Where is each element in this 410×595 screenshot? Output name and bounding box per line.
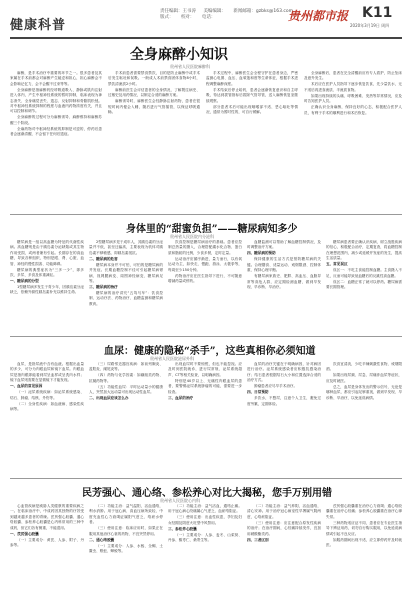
paragraph: 全身麻醉是指麻醉药经呼吸道吸入、静脉或肌肉注射进入体内，产生中枢神经系统的暂时抑制，临床表现为神志消失、全身痛觉丧失、遗忘、反射抑制和骨骼肌松弛。对中枢神经系统抑制的程度与血液内药物浓度有关，并且可以控制和调节。 [10,87,102,114]
paragraph: （一）主要成分：人参、水蛭、全蝎、土鳖虫、蜈蚣、蝉蜕等。 [89,543,163,554]
paragraph: 运动治疗应循序渐进，量力而行，以有氧运动为主，如快走、慢跑、游泳、太极拳等，每周至少150分钟。 [168,256,242,272]
editor-item: 校对： [180,15,195,20]
article-divider [10,336,402,337]
paragraph: 误区二：血糖正常了就可以停药。糖尿病需要长期管理。 [326,279,402,290]
paragraph: 饮食控制是糖尿病治疗的基础。患者应控制总热量的摄入，合理搭配碳水化合物、蛋白质和脂肪的比例，少食多餐，定时定量。 [168,240,242,255]
paragraph: 糖尿病是一组以高血糖为特征的代谢性疾病。高血糖则是由于胰岛素分泌缺陷或其生物作用受损，或两者兼有引起。长期存在的高血糖，导致各种组织，特别是眼、肾、心脏、血管、神经的慢性损害、功能障碍。 [10,240,84,266]
paragraph: 特别是40岁以上、无痛性肉眼血尿的患者，要警惕泌尿系统肿瘤的可能，需要进一步检查。 [168,378,242,394]
article-1-headline: 全身麻醉小知识 [130,47,228,63]
paragraph: 血尿，是指尿液中含有血液。根据出血量的多少，可分为肉眼血尿和镜下血尿。肉眼血尿是指肉眼即能看到尿呈血样或呈洗肉水样；镜下血尿则需要在显微镜下才能发现。 [10,362,84,383]
paragraph: 心血管疾病是威胁人类健康的重要疾病之一。在临床治疗中，中成药因其独特的疗效受到越来越多患者的青睐。芪苈强心胶囊、通心络胶囊、参松养心胶囊是心内科常用的三种中成药，但它们各有侧重，不能混用。 [10,504,84,530]
paragraph: 1型糖尿病多发生于青少年，因胰岛素分泌缺乏，依赖外源性胰岛素补充以维持生命。 [10,285,84,295]
paper-logo: 贵州都市报 [288,9,349,23]
paragraph: 误区一：不吃主食能控制血糖。主食摄入不足，反而可能导致低血糖后的反跳性高血糖。 [326,268,402,278]
article-2-column [10,240,84,332]
article-2-column [247,240,321,332]
paragraph: 如服药期间出现不适，应立即停药并及时就医。 [326,537,402,548]
paragraph: 肿瘤患者应尽早手术治疗。 [254,384,298,389]
article-1-byline: 贵州省人民医院麻醉科 [170,64,210,69]
paragraph: 全身麻醉的过程可分为麻醉诱导、麻醉维持和麻醉苏醒三个阶段。 [10,115,102,125]
paragraph: 多饮水，不憋尿，注意个人卫生，避免过度劳累，定期体检。 [247,396,321,406]
subheading: 四、糖尿病的预防 [247,251,276,256]
article-1-column [108,71,200,211]
editor-item: 新闻邮箱：gzbks@163.com [233,9,294,14]
paragraph: 手术前患者需要禁食禁饮，目的是防止麻醉中或手术后发生呕吐和误吸。一般成人术前禁食固体食物8小时，禁饮清流质2小时。 [108,71,200,86]
paragraph: 血尿的治疗关键在于明确病因，针对病因进行治疗。泌尿系统感染者应积极抗感染治疗；结石患者根据结石大小和位置选择合适的治疗方式。 [247,362,321,383]
article-4-column [326,504,402,592]
paragraph: 部分患者术后可能出现咽喉部不适、恶心呕吐等情况，通常为暂时性的，可自行缓解。 [206,104,298,115]
article-4-headline: 民芳强心、通心络、参松养心对比大揭秘，您手万别用错 [82,488,332,499]
article-3-column [10,362,84,474]
article-4-column [10,504,84,592]
article-4-byline: 贵州省人民医院心内科 [160,498,200,503]
subheading: 一、血尿的常见原因 [10,384,43,389]
section-title: 健康科普 [10,18,67,33]
paragraph: 糖尿病的典型症状为“三多一少”，即多饮、多尿、多食及体重减轻。 [10,267,84,278]
article-3-column [247,362,321,474]
paragraph: （一）泌尿系统疾病：如泌尿系统感染、结石、肿瘤、结核、外伤等。 [10,390,84,400]
article-2-column [168,240,242,332]
subheading: 二、通心络胶囊 [89,537,115,542]
subheading: 二、出现血尿应该怎么办 [89,396,129,401]
paragraph: 手术结束后停止给药，患者会逐渐恢复意识和自主呼吸，待达到拔管指标后拔除气管导管，送入麻醉恢复室继续观察。 [206,87,298,103]
paragraph: （二）功能主治：益气养阴，活血通络，清心安神。用于治疗冠心病室性早搏属气阴两虚，心络瘀阻证。 [247,504,321,519]
masthead-divider [10,37,402,39]
article-divider [10,214,402,215]
article-4-column [168,504,242,592]
article-4-column [89,504,163,592]
article-3-column [89,362,163,474]
paragraph: （四）药物与化学因素：如磺胺类药物、抗凝药物等。 [89,373,163,383]
article-4-column [247,504,321,592]
paragraph: 麻醉诱导时，麻醉医生会经静脉注射药物，患者在很短时间内便会入睡，随后进行气管插管，以保证呼吸通畅。 [108,99,200,115]
paragraph: 血糖监测可以帮助了解血糖控制情况，及时调整治疗方案。 [247,240,321,250]
subheading: 一、芪苈强心胶囊 [10,531,39,536]
paragraph: 术后应在医护人员指导下逐步恢复饮食，先少量饮水，无不适后再进食流质、半流质食物。 [304,82,402,92]
subheading: 四、日常预防 [247,390,269,395]
masthead [10,6,402,36]
paragraph: （一）主要成分：人参、麦冬、山茱萸、丹参、酸枣仁、桑寄生等。 [168,532,242,543]
paragraph: （一）主要成分：黄芪、人参、附子、丹参等。 [10,537,84,548]
paragraph: 如果出现持续的头痛、呼吸困难、发热等异常情况，应及时告知医护人员。 [304,93,402,104]
paragraph: 糖尿病患者要正确认识疾病，树立战胜疾病的信心，积极配合治疗，定期复查，将血糖控制在理想范围内，减少或延缓并发症的发生，提高生活质量。 [326,240,402,261]
editor-item: 版式： [160,15,174,20]
paragraph: 如果出现尿频、尿急、尿痛伴血尿等症状，应及时就医。 [326,373,402,383]
paragraph: （五）功能性血尿：平时运动量小的健康人，突然加大运动量可出现运动性血尿。 [89,384,163,395]
paragraph: 总之，血尿是身体发出的警示信号，无论是哪种血尿，都应引起足够重视，做到早发现、早诊断、早治疗，以免延误病情。 [326,384,402,400]
article-1-column [304,71,402,211]
paragraph: 三种药物适应证不同，患者应在专业医生指导下辨证用药，切勿自行购买服用，以免延误病情或引起不良反应。 [326,520,402,536]
paragraph: 药物治疗应在医生指导下进行，不可随意增减药量或停药。 [168,273,242,284]
subheading: 三、糖尿病的治疗 [89,285,118,290]
paragraph: 有糖尿病家族史、肥胖、高血压、血脂异常等高危人群，应定期检测血糖，做到早发现、早诊断、早治疗。 [247,274,321,290]
article-1-column [206,71,298,211]
subheading: 三、参松养心胶囊 [168,526,197,531]
editor-item: 责任编辑：王书涛 [160,9,196,14]
paragraph: 正确认识全身麻醉，保持良好的心态，积极配合医护人员，有利于手术的顺利进行和术后恢复。 [304,105,402,115]
article-3-column [168,362,242,474]
subheading: 二、糖尿病的危害 [89,256,118,261]
paragraph: （三）使用注意：出血性疾患，孕妇及妇女经期及阴虚火旺型中风禁用。 [168,515,242,525]
subheading: 三、血尿的治疗 [168,395,194,400]
subheading: 一、糖尿病的分型 [10,279,39,284]
page-number: K11 [362,5,393,21]
paragraph: 饮食宜清淡，少吃辛辣刺激性食物，戒烟限酒。 [326,362,402,372]
article-2-column [326,240,402,332]
article-1-column [10,71,102,211]
article-3-column [326,362,402,474]
paragraph: 麻醉前医生会评估患者的全身情况，了解既往病史、过敏史及用药情况，以制定合适的麻醉方案。 [108,87,200,98]
paragraph: 糖尿病的治疗讲究“五驾马车”：饮食控制、运动疗法、药物治疗、血糖监测和糖尿病教育。 [89,291,163,306]
paragraph: 2型糖尿病多见于成年人，其胰岛素的分泌量并不低，甚至还偏高，主要表现为机体对胰岛素不够敏感，即胰岛素抵抗。 [89,240,163,255]
editor-info [160,8,299,20]
paragraph: （二）功能主治：益气活血，通络止痛。用于冠心病心绞痛属心气虚乏、血瘀络阻证。 [168,504,242,514]
paragraph: （三）使用注意：应注意配合原发性疾病的治疗；在治疗期间，心绞痛持续发作，宜加用硝酸酯类药。 [247,520,321,536]
paragraph: （三）使用注意：临床应用时，如果正在服用其他治疗心衰的药物，不宜突然停用。 [89,526,163,536]
paragraph: 出现血尿时不要惊慌，但也不能忽视。应及时到医院就诊，进行尿常规、泌尿系统超声、CT等相关检查，以明确病因。 [168,362,242,377]
editor-item: 电话： [201,15,216,20]
paragraph: （二）功能主治：益气温阳，活血通络，利水消肿。用于冠心病、高血压病所致轻、中度充血性心力衰竭证属阳气虚乏、络瘀水停者。 [89,504,163,525]
article-3-byline: 贵州省人民医院泌尿外科 [150,356,194,361]
paragraph: 芪苈强心胶囊重在治疗心力衰竭；通心络胶囊重在治疗心绞痛；参松养心胶囊重在治疗心律失常。 [326,504,402,519]
article-3-headline: 血尿：健康的隐秘“杀手”，这些真相你必须知道 [104,346,316,357]
subheading: 四、三者区别 [247,537,269,542]
paragraph: 全身麻醉后，患者在完全清醒前应有专人看护，防止坠床及意外发生。 [304,71,402,81]
paragraph: （二）全身性疾病：如血液病、感染性疾病等。 [10,401,84,412]
article-2-byline: 贵州省人民医院内分泌科 [170,234,214,239]
paragraph: 保持健康的生活方式是预防糖尿病的关键。合理膳食、适量运动、戒烟限酒、控制体重、保持心理平衡。 [247,257,321,273]
article-2-headline: 身体里的“甜蜜负担”——糖尿病知多少 [126,224,298,235]
paragraph: 手术过程中，麻醉医生会全程守护在患者身边，严密监测心电图、血压、血氧饱和度等生命体征，根据手术进程调整麻醉深度。 [206,71,298,86]
paragraph: （三）尿路邻近器官疾病：如前列腺炎、盆腔炎、阑尾炎等。 [89,362,163,372]
paragraph: 麻醉，是手术治疗中重要的环节之一。很多患者及其家属在手术前都会对麻醉产生疑虑和担心，担心麻醉会不会影响记忆力，会不会醒不过来等等。 [10,71,102,86]
article-2-column [89,240,163,332]
issue-date: 2020年3月19日 周四 [350,23,390,28]
paragraph: 糖尿病本身并不可怕，可怕的是糖尿病的并发症。长期血糖控制不佳可引起糖尿病肾病、视网膜病变、周围神经病变、糖尿病足等。 [89,262,163,284]
subheading: 五、常见误区 [326,262,348,267]
article-divider [10,478,402,479]
editor-item: 美编编辑： [203,9,226,14]
paragraph: 全麻药物对中枢神经系统的抑制是可逆的，停药后患者会逐渐清醒，不会留下任何后遗症。 [10,126,102,137]
